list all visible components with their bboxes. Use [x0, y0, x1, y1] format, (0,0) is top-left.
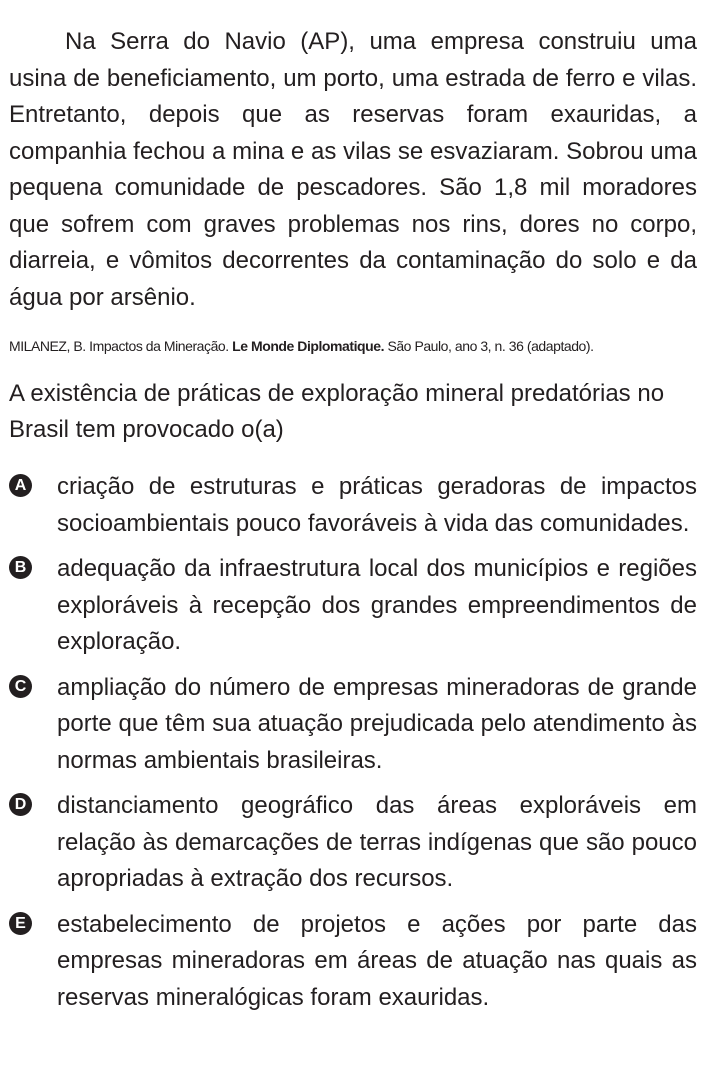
option-c-letter-badge: C	[9, 675, 32, 698]
source-publication: Le Monde Diplomatique.	[232, 338, 385, 354]
source-suffix: São Paulo, ano 3, n. 36 (adaptado).	[384, 338, 594, 354]
option-b-letter-badge: B	[9, 556, 32, 579]
passage-text: Na Serra do Navio (AP), uma empresa construiu uma usina de beneficiamento, um porto, uma estrada de ferro e vilas. Entretanto, depois que as reservas foram exauridas, a companhia fechou a mina e as vilas se esvaziaram. Sobrou uma pequena comunidade de pescadores. São 1,8 mil moradores que sofrem com graves problemas nos rins, dores no corpo, diarreia, e vômitos decorrentes da contaminação do solo e da água por arsênio.	[9, 28, 697, 311]
option-e[interactable]	[9, 907, 697, 1017]
option-e-text: estabelecimento de projetos e ações por parte das empresas mineradoras em áreas de atuação nas quais as reservas mineralógicas foram exauridas.	[57, 910, 697, 1011]
option-c[interactable]	[9, 670, 697, 780]
option-e-letter-badge: E	[9, 912, 32, 935]
option-d[interactable]	[9, 788, 697, 898]
option-b[interactable]	[9, 551, 697, 661]
option-a-text: criação de estruturas e práticas geradoras de impactos socioambientais pouco favoráveis à vida das comunidades.	[57, 473, 697, 537]
source-prefix: MILANEZ, B. Impactos da Mineração.	[9, 338, 233, 354]
source-citation	[9, 337, 697, 355]
option-c-text: ampliação do número de empresas mineradoras de grande porte que têm sua atuação prejudicada pelo atendimento às normas ambientais brasileiras.	[57, 673, 697, 774]
option-d-letter-badge: D	[9, 793, 32, 816]
option-d-text: distanciamento geográfico das áreas exploráveis em relação às demarcações de terras indígenas que são pouco apropriadas à extração dos recursos.	[57, 792, 697, 892]
option-b-text: adequação da infraestrutura local dos municípios e regiões exploráveis à recepção dos grandes empreendimentos de exploração.	[57, 555, 697, 655]
answer-options	[9, 469, 697, 1016]
option-a[interactable]	[9, 469, 697, 542]
option-a-letter-badge: A	[9, 474, 32, 497]
question-stem: A existência de práticas de exploração mineral predatórias no Brasil tem provocado o(a)	[9, 380, 665, 443]
question-page	[9, 24, 697, 1025]
